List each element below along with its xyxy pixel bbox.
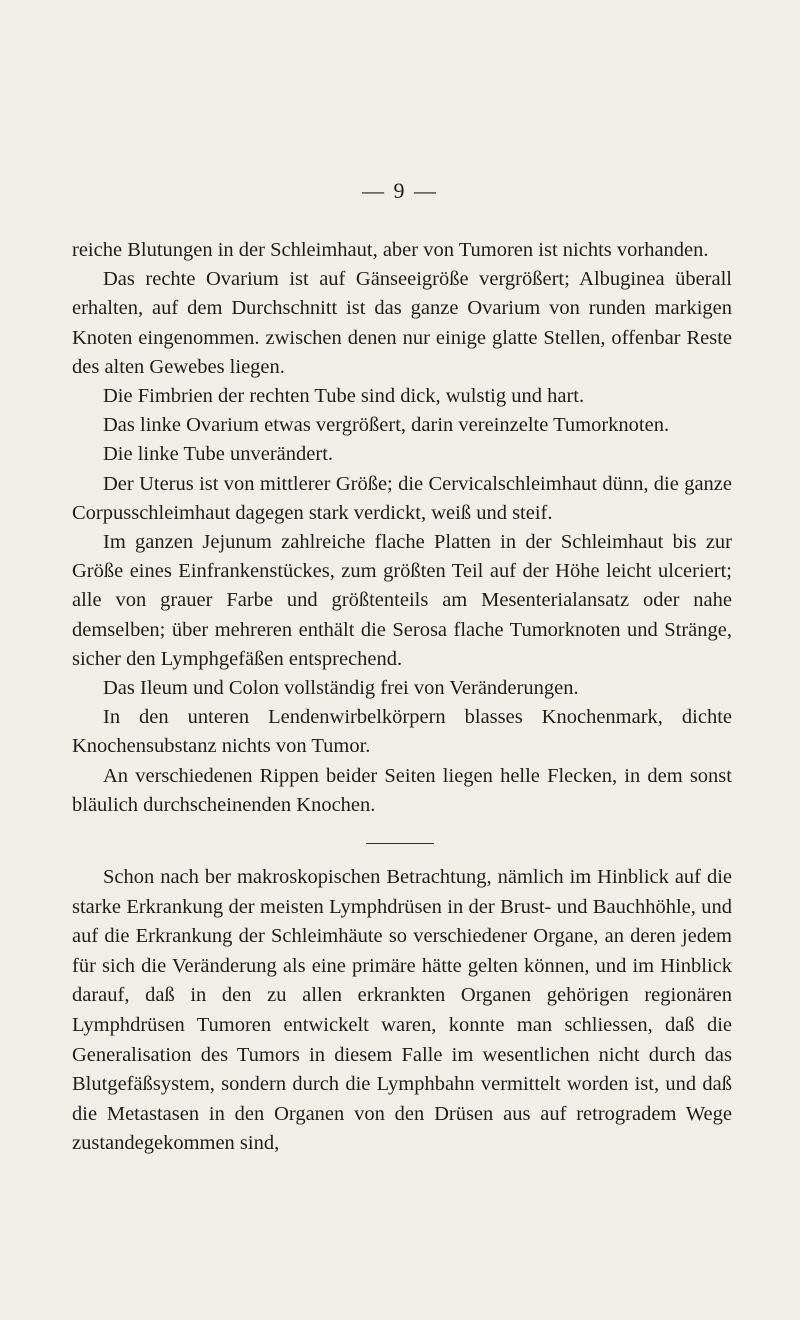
- paragraph: Schon nach ber makroskopischen Betrachtung, nämlich im Hinblick auf die starke Erkrankung der meisten Lymphdrüsen in der Brust- und Bauchhöhle, und auf die Erkrankung der Schleimhäute so verschiedener Organe, an deren jedem für sich die Veränderung als eine primäre hätte gelten können, und im Hinblick darauf, daß in den zu allen erkrankten Organen gehörigen regionären Lymphdrüsen Tumoren entwickelt waren, konnte man schliessen, daß die Generalisation des Tumors in diesem Falle im wesentlichen nicht durch das Blutgefäßsystem, sondern durch die Lymphbahn vermittelt worden ist, und daß die Metastasen in den Organen von den Drüsen aus auf retrogradem Wege zustandegekommen sind,: [72, 866, 732, 1155]
- page-number: — 9 —: [362, 178, 438, 203]
- paragraph: In den unteren Lendenwirbelkörpern blasses Knochenmark, dichte Knochensubstanz nichts von Tumor.: [72, 706, 732, 758]
- paragraph: Die Fimbrien der rechten Tube sind dick, wulstig und hart.: [103, 385, 585, 408]
- autopsy-findings: [72, 236, 732, 820]
- paragraph: Das Ileum und Colon vollständig frei von Veränderungen.: [103, 677, 579, 700]
- paragraph: An verschiedenen Rippen beider Seiten liegen helle Flecken, in dem sonst bläulich durchscheinenden Knochen.: [72, 764, 732, 816]
- paragraph: Die linke Tube unverändert.: [103, 443, 334, 466]
- conclusion-section: [72, 863, 732, 1159]
- paragraph: Das rechte Ovarium ist auf Gänseeigröße vergrößert; Albuginea überall erhalten, auf dem Durchschnitt ist das ganze Ovarium von runden markigen Knoten eingenommen. zwischen denen nur einige glatte Stellen, offenbar Reste des alten Gewebes liegen.: [72, 268, 732, 378]
- paragraph: reiche Blutungen in der Schleimhaut, aber von Tumoren ist nichts vorhanden.: [72, 239, 709, 261]
- section-divider: [366, 843, 434, 844]
- paragraph: Das linke Ovarium etwas vergrößert, darin vereinzelte Tumorknoten.: [103, 414, 670, 437]
- paragraph: Der Uterus ist von mittlerer Größe; die Cervicalschleimhaut dünn, die ganze Corpusschleimhaut dagegen stark verdickt, weiß und steif.: [72, 472, 732, 524]
- paragraph: Im ganzen Jejunum zahlreiche flache Platten in der Schleimhaut bis zur Größe eines Einfrankenstückes, zum größten Teil auf der Höhe leicht ulceriert; alle von grauer Farbe und größtenteils am Mesenterialansatz oder nahe demselben; über mehreren enthält die Serosa flache Tumorknoten und Stränge, sicher den Lymphgefäßen entsprechend.: [72, 531, 732, 670]
